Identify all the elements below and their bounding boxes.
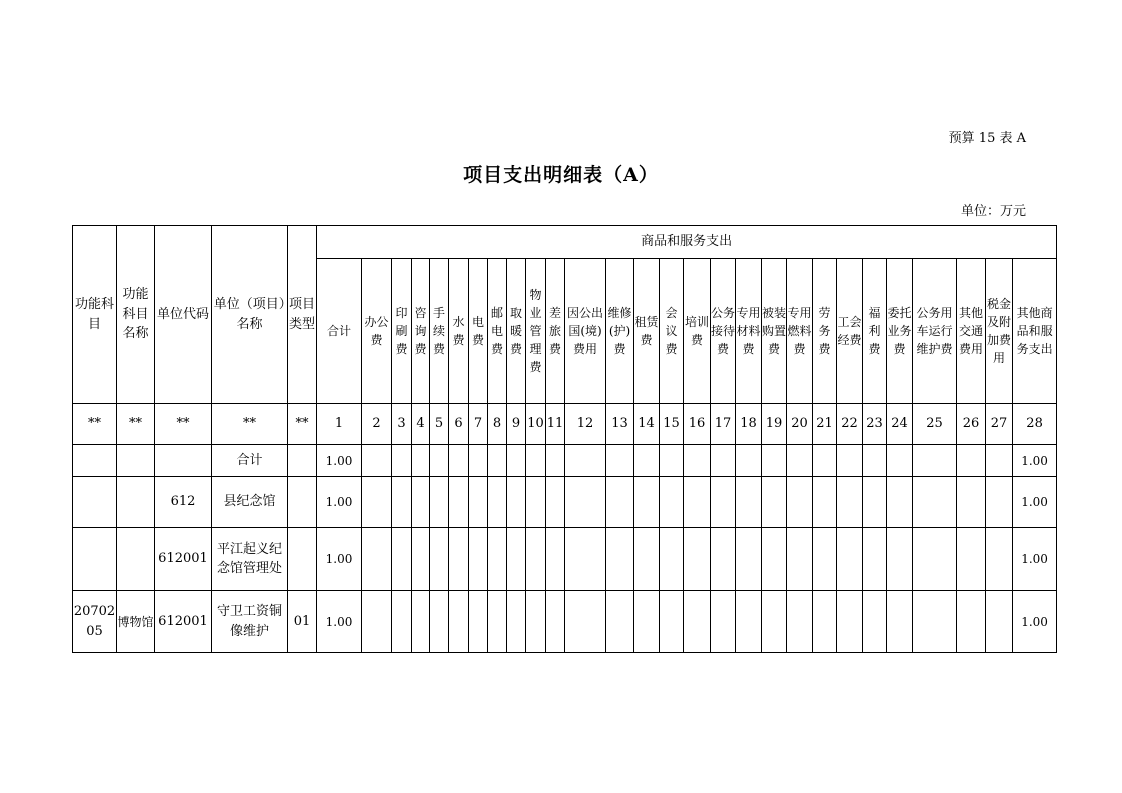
cell-empty [736,445,762,477]
page-title: 项目支出明细表（A） [463,164,659,186]
index-cell: 21 [813,404,837,445]
cell-unit-name: 平江起义纪念馆管理处 [212,528,288,591]
cell-empty [634,445,660,477]
cell-empty [526,477,546,528]
cell-empty [837,445,863,477]
index-cell: ** [117,404,155,445]
cell-empty [887,591,913,653]
cell-empty [813,477,837,528]
cell-other-goods: 1.00 [1013,591,1057,653]
cell-empty [546,477,565,528]
index-cell: 12 [565,404,606,445]
cell-other-goods: 1.00 [1013,477,1057,528]
cell-empty [684,591,711,653]
index-cell: 13 [606,404,634,445]
cell-empty [634,528,660,591]
cell-empty [986,528,1013,591]
cell-empty [606,477,634,528]
header-col-9: 取暖费 [507,259,526,404]
index-cell: 25 [913,404,957,445]
cell-empty [606,445,634,477]
index-cell: 19 [762,404,787,445]
cell-total: 1.00 [317,477,362,528]
cell-empty [634,591,660,653]
cell-unit-code: 612001 [155,591,212,653]
cell-empty [711,445,736,477]
index-cell: 17 [711,404,736,445]
cell-empty [986,477,1013,528]
cell-empty [913,477,957,528]
header-unit-name: 单位（项目）名称 [212,226,288,404]
table-body [73,226,1057,653]
cell-unit-name: 合计 [212,445,288,477]
cell-unit-code: 612001 [155,528,212,591]
header-col-3: 印刷费 [392,259,412,404]
cell-empty [762,445,787,477]
index-cell: ** [288,404,317,445]
index-cell: 11 [546,404,565,445]
header-col-25: 公务用车运行维护费 [913,259,957,404]
cell-empty [392,445,412,477]
cell-empty [660,528,684,591]
cell-empty [787,445,813,477]
header-col-7: 电费 [469,259,488,404]
cell-empty [546,591,565,653]
cell-empty [546,445,565,477]
cell-empty [660,445,684,477]
cell-empty [787,591,813,653]
header-col-1: 合计 [317,259,362,404]
header-col-18: 专用材料费 [736,259,762,404]
cell-empty [787,477,813,528]
cell-empty [469,591,488,653]
header-col-20: 专用燃料费 [787,259,813,404]
header-col-27: 税金及附加费用 [986,259,1013,404]
header-func-subject: 功能科目 [73,226,117,404]
header-project-type: 项目类型 [288,226,317,404]
header-col-28: 其他商品和服务支出 [1013,259,1057,404]
cell-empty [957,445,986,477]
cell-total: 1.00 [317,528,362,591]
cell-project-type: 01 [288,591,317,653]
cell-empty [430,445,449,477]
header-col-5: 手续费 [430,259,449,404]
header-col-26: 其他交通费用 [957,259,986,404]
index-cell: 9 [507,404,526,445]
index-cell: 14 [634,404,660,445]
cell-func-subject-name [117,445,155,477]
table-row [73,477,1057,528]
cell-empty [565,477,606,528]
cell-empty [957,591,986,653]
cell-empty [449,477,469,528]
cell-empty [412,591,430,653]
cell-empty [526,445,546,477]
cell-empty [507,477,526,528]
cell-empty [913,528,957,591]
cell-empty [863,445,887,477]
header-col-10: 物业管理费 [526,259,546,404]
index-cell: ** [73,404,117,445]
cell-func-subject-name [117,528,155,591]
header-col-6: 水费 [449,259,469,404]
header-row-1 [73,226,1057,259]
cell-empty [762,528,787,591]
index-cell: ** [155,404,212,445]
cell-empty [887,445,913,477]
index-cell: 4 [412,404,430,445]
header-col-11: 差旅费 [546,259,565,404]
cell-empty [392,528,412,591]
cell-empty [736,528,762,591]
table-row [73,445,1057,477]
index-cell: 5 [430,404,449,445]
index-cell: 3 [392,404,412,445]
cell-empty [787,528,813,591]
header-col-15: 会议费 [660,259,684,404]
cell-empty [813,591,837,653]
index-cell: 20 [787,404,813,445]
cell-project-type [288,528,317,591]
cell-empty [863,591,887,653]
header-goods-services-group: 商品和服务支出 [317,226,1057,259]
cell-empty [913,445,957,477]
cell-empty [488,591,507,653]
cell-func-subject-name: 博物馆 [117,591,155,653]
cell-empty [684,477,711,528]
cell-empty [711,477,736,528]
cell-empty [449,591,469,653]
cell-unit-name: 守卫工资铜像维护 [212,591,288,653]
cell-empty [362,477,392,528]
cell-empty [449,528,469,591]
cell-empty [546,528,565,591]
cell-empty [469,477,488,528]
cell-empty [507,528,526,591]
cell-empty [412,477,430,528]
project-expenditure-table [72,225,1057,653]
cell-empty [526,591,546,653]
table-row [73,591,1057,653]
cell-empty [711,528,736,591]
cell-empty [986,445,1013,477]
cell-empty [488,445,507,477]
header-col-12: 因公出国(境)费用 [565,259,606,404]
header-col-4: 咨询费 [412,259,430,404]
cell-empty [362,445,392,477]
cell-empty [606,591,634,653]
cell-empty [684,528,711,591]
cell-empty [660,591,684,653]
index-cell: 6 [449,404,469,445]
index-cell: 7 [469,404,488,445]
header-col-21: 劳务费 [813,259,837,404]
cell-other-goods: 1.00 [1013,528,1057,591]
cell-empty [488,477,507,528]
header-col-16: 培训费 [684,259,711,404]
cell-empty [887,477,913,528]
index-cell: 1 [317,404,362,445]
index-row [73,404,1057,445]
cell-empty [913,591,957,653]
header-col-17: 公务接待费 [711,259,736,404]
index-cell: 8 [488,404,507,445]
cell-empty [507,591,526,653]
header-col-22: 工会经费 [837,259,863,404]
header-func-subject-name: 功能科目名称 [117,226,155,404]
form-code: 预算 15 表 A [948,131,1026,146]
cell-project-type [288,445,317,477]
cell-empty [813,445,837,477]
index-cell: 10 [526,404,546,445]
cell-empty [412,445,430,477]
cell-func-subject: 2070205 [73,591,117,653]
index-cell: ** [212,404,288,445]
cell-empty [986,591,1013,653]
header-col-24: 委托业务费 [887,259,913,404]
cell-empty [526,528,546,591]
cell-empty [736,591,762,653]
header-col-2: 办公费 [362,259,392,404]
header-col-14: 租赁费 [634,259,660,404]
table-row [73,528,1057,591]
cell-unit-code [155,445,212,477]
cell-empty [837,591,863,653]
cell-empty [430,477,449,528]
cell-total: 1.00 [317,445,362,477]
cell-func-subject [73,528,117,591]
cell-empty [711,591,736,653]
cell-total: 1.00 [317,591,362,653]
cell-empty [488,528,507,591]
cell-empty [430,528,449,591]
header-col-23: 福利费 [863,259,887,404]
cell-empty [565,528,606,591]
cell-project-type [288,477,317,528]
cell-empty [863,477,887,528]
cell-empty [362,591,392,653]
header-col-19: 被装购置费 [762,259,787,404]
cell-empty [887,528,913,591]
index-cell: 22 [837,404,863,445]
cell-empty [392,477,412,528]
index-cell: 28 [1013,404,1057,445]
cell-empty [837,477,863,528]
cell-empty [957,477,986,528]
cell-empty [507,445,526,477]
cell-empty [634,477,660,528]
cell-empty [469,445,488,477]
cell-empty [684,445,711,477]
cell-empty [837,528,863,591]
unit-label: 单位：万元 [960,204,1026,219]
header-col-13: 维修(护)费 [606,259,634,404]
cell-empty [565,445,606,477]
cell-other-goods: 1.00 [1013,445,1057,477]
cell-empty [362,528,392,591]
index-cell: 24 [887,404,913,445]
cell-func-subject [73,477,117,528]
index-cell: 16 [684,404,711,445]
header-col-8: 邮电费 [488,259,507,404]
cell-empty [606,528,634,591]
cell-func-subject-name [117,477,155,528]
index-cell: 26 [957,404,986,445]
index-cell: 23 [863,404,887,445]
cell-empty [430,591,449,653]
cell-empty [762,591,787,653]
cell-empty [813,528,837,591]
cell-empty [449,445,469,477]
cell-empty [412,528,430,591]
cell-empty [863,528,887,591]
index-cell: 2 [362,404,392,445]
cell-empty [762,477,787,528]
cell-empty [736,477,762,528]
cell-unit-name: 县纪念馆 [212,477,288,528]
cell-empty [957,528,986,591]
cell-unit-code: 612 [155,477,212,528]
cell-empty [565,591,606,653]
index-cell: 18 [736,404,762,445]
cell-empty [469,528,488,591]
cell-empty [392,591,412,653]
cell-func-subject [73,445,117,477]
index-cell: 15 [660,404,684,445]
cell-empty [660,477,684,528]
header-unit-code: 单位代码 [155,226,212,404]
index-cell: 27 [986,404,1013,445]
